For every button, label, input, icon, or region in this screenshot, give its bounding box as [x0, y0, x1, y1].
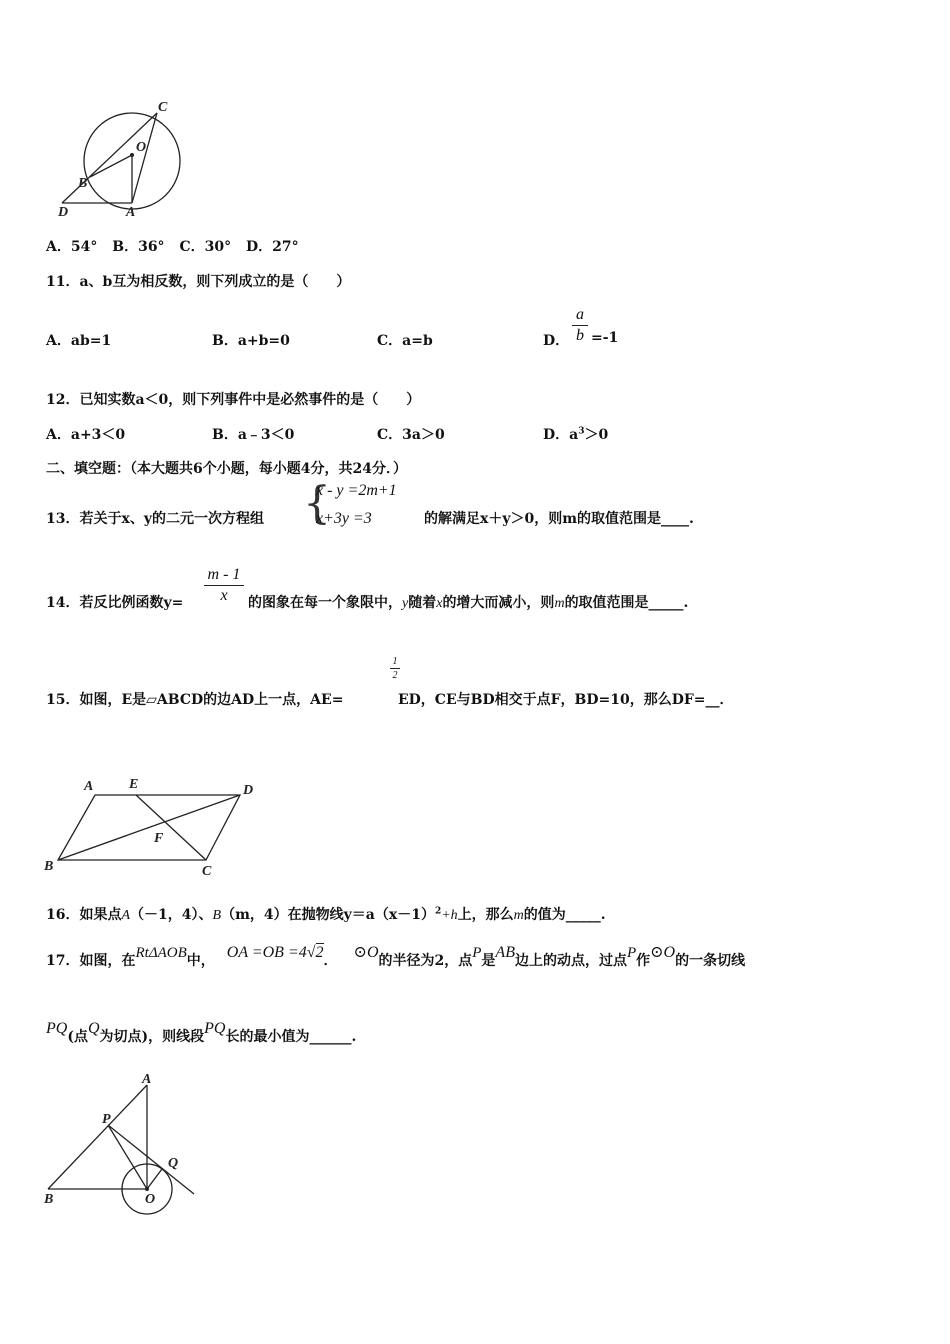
label-b: B [44, 1192, 54, 1207]
q10-figure [40, 95, 200, 225]
q12-option-a[interactable]: A．a+3＜0 [46, 427, 126, 443]
q10-options [46, 236, 299, 256]
q12-option-c[interactable]: C．3a＞0 [377, 427, 445, 443]
q15-post: ED，CE与BD相交于点F，BD=10，那么DF=__． [398, 692, 734, 708]
q10-option-c[interactable]: C．30° [179, 239, 232, 255]
label-b: B [78, 176, 88, 191]
label-q: Q [168, 1156, 179, 1171]
q10-option-a[interactable]: A．54° [46, 239, 98, 255]
q11-stem: 11．a、b互为相反数，则下列成立的是（ ） [46, 274, 351, 290]
q14-post: 的图象在每一个象限中，y随着x的增大而减小，则m的取值范围是_____. [248, 595, 689, 611]
q17-figure [40, 1065, 210, 1215]
label-f: F [154, 831, 164, 846]
q10-option-b[interactable]: B．36° [112, 239, 165, 255]
q11-option-d-tail: =-1 [591, 330, 619, 346]
q11-option-a[interactable]: A．ab=1 [46, 333, 112, 349]
q12-option-b[interactable]: B．a﹣3＜0 [212, 427, 295, 443]
hypotenuse-ab [48, 1085, 147, 1189]
line-dc [62, 113, 157, 203]
label-b: B [44, 859, 54, 874]
line-ac [132, 113, 157, 203]
label-c: C [158, 100, 168, 115]
label-a: A [142, 1072, 152, 1087]
q10-option-d[interactable]: D．27° [245, 239, 299, 255]
q13-brace: { [303, 478, 331, 529]
line-bo [90, 155, 132, 177]
q17-line2: PQ(点Q为切点)，则线段PQ长的最小值为______. [46, 1020, 357, 1045]
q13-eq2: x+3y =3 [316, 510, 372, 527]
section-2-title: 二、填空题：（本大题共6个小题，每小题4分，共24分．） [46, 461, 407, 477]
q13-post: 的解满足x＋y＞0，则m的取值范围是____. [424, 511, 694, 527]
q11-option-b[interactable]: B．a+b=0 [212, 333, 290, 349]
label-d: D [243, 783, 254, 798]
radius-oq [147, 1169, 162, 1189]
label-a: A [126, 205, 136, 220]
q15-fraction: 1 2 [390, 656, 400, 681]
q16-text: 16．如果点A（－1，4）、B（m，4）在抛物线$y=a(x-1)^2+h$上，那么m的值为_____. [46, 906, 606, 923]
label-c: C [202, 864, 212, 879]
label-e: E [129, 777, 139, 792]
diagonal-bd [58, 795, 240, 860]
segment-ce [136, 795, 206, 860]
q14-fraction: m - 1 x [204, 566, 244, 605]
q15-figure [40, 772, 265, 882]
label-o: O [136, 140, 147, 155]
label-d: D [58, 205, 69, 220]
label-p: P [102, 1112, 111, 1127]
q13-eq1: x - y =2m+1 [316, 482, 397, 499]
q11-option-d-letter[interactable]: D． [543, 333, 570, 349]
q14-pre: 14．若反比例函数y= [46, 595, 184, 611]
q12-stem: 12．已知实数a＜0，则下列事件中是必然事件的是（ ） [46, 392, 421, 408]
center-dot [130, 153, 134, 157]
q17-line1: 17．如图，在RtΔAOB中， OA =OB =4√2． ⊙O的半径为2，点P是AB边上的动点，过点P作⊙O的一条切线 [46, 944, 746, 969]
center-dot [145, 1187, 149, 1191]
q11-option-d-fraction: a b [572, 306, 588, 345]
label-a: A [84, 779, 94, 794]
q13-pre: 13．若关于x、y的二元一次方程组 [46, 511, 264, 527]
q11-option-c[interactable]: C．a=b [377, 333, 433, 349]
label-o: O [145, 1192, 156, 1207]
segment-po [108, 1125, 147, 1189]
q15-pre: 15．如图，E是▱ABCD的边AD上一点，AE= [46, 692, 344, 708]
q12-option-d[interactable]: D．$a^3>0$ [543, 426, 609, 443]
